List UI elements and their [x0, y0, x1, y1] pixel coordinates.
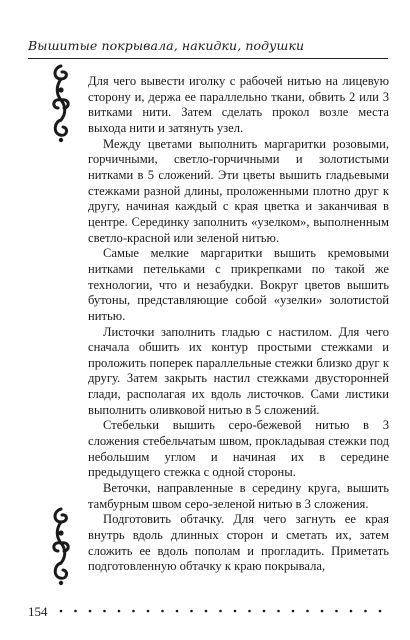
footer-dot: [248, 610, 251, 613]
footer-dot: [103, 610, 106, 613]
footer-dot: [89, 610, 92, 613]
footer-dot: [118, 610, 121, 613]
header-rule: [28, 58, 388, 59]
body-text: [88, 74, 389, 575]
footer-dot: [306, 610, 309, 613]
paragraph: Между цветами выполнить маргаритки розовыми, горчичными, светло-горчичными и золотистыми нитками в 5 сложений. Эти цветы вышить гладьевыми стежками разной длины, проложенными плотно друг к другу, начиная каждый с края цветка и заканчивая в центре. Серединку заполнить «узелком», выполненным светло-красной или зеленой нитью.: [88, 136, 389, 245]
footer-dot: [74, 610, 77, 613]
footer-dot: [147, 610, 150, 613]
paragraph: Для чего вывести иголку с рабочей нитью на лицевую сторону и, держа ее параллельно ткани, обвить 2 или 3 витками нити. Затем сделать прокол возле места выхода нити и затянуть узел.: [88, 74, 389, 135]
footer-dot: [190, 610, 193, 613]
paragraph: Самые мелкие маргаритки вышить кремовыми нитками петельками с прикрепками по такой же технологии, что и незабудки. Вокруг цветов вышить бутоны, представляющие собой «узелки» золотистой нитью.: [88, 246, 389, 323]
footer-dot: [234, 610, 237, 613]
footer-dot: [321, 610, 324, 613]
footer-dot: [60, 610, 63, 613]
dotted-footer-rule: [58, 606, 389, 616]
paragraph: Стебельки вышить серо-бежевой нитью в 3 сложения стебельчатым швом, прокладывая стежки под небольшим углом и начиная их в середине предыдущего стежка с одной стороны.: [88, 418, 389, 480]
footer-dot: [176, 610, 179, 613]
footer-dot: [161, 610, 164, 613]
footer-dot: [350, 610, 353, 613]
footer-dot: [292, 610, 295, 613]
footer-dot: [364, 610, 367, 613]
footer-dot: [277, 610, 280, 613]
ornamental-scroll-icon: [48, 62, 74, 144]
footer-dot: [263, 610, 266, 613]
footer-dot: [205, 610, 208, 613]
running-head: Вышитые покрывала, накидки, подушки: [28, 38, 305, 53]
footer-dot: [335, 610, 338, 613]
paragraph: Веточки, направленные в середину круга, вышить тамбурным швом серо-зеленой нитью в 3 сложения.: [88, 481, 389, 511]
paragraph: Листочки заполнить гладью с настилом. Для чего сначала обшить их контур простыми стежками и проложить поперек параллельные стежки близко друг к другу. Затем закрыть настил стежками двусторонней глади, располагая их вдоль листочков. Сами листики выполнить оливковой нитью в 5 сложений.: [88, 324, 389, 417]
ornamental-scroll-icon: [48, 505, 74, 587]
footer-dot: [219, 610, 222, 613]
paragraph: Подготовить обтачку. Для чего загнуть ее края внутрь вдоль длинных сторон и сметать их, затем сложить ее вдоль пополам и прогладить. Приметать подготовленную обтачку к краю покрывала,: [88, 512, 389, 574]
page-number: 154: [28, 604, 48, 619]
footer-dot: [379, 610, 382, 613]
footer-dot: [132, 610, 135, 613]
